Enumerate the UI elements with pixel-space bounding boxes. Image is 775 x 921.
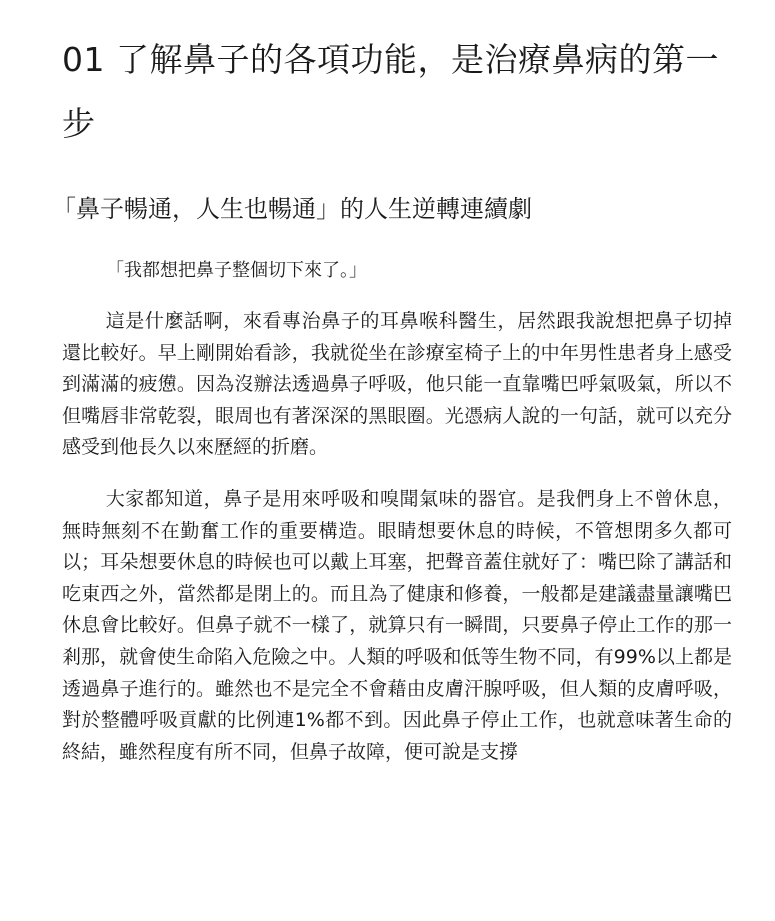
chapter-title: 01 了解鼻子的各項功能，是治療鼻病的第一步 xyxy=(62,40,719,143)
document-page xyxy=(52,28,732,768)
body-paragraph-2: 大家都知道，鼻子是用來呼吸和嗅聞氣味的器官。是我們身上不曾休息，無時無刻不在勤奮工作的重要構造。眼睛想要休息的時候，不管想閉多久都可以；耳朵想要休息的時候也可以戴上耳塞，把聲音蓋住就好了：嘴巴除了講話和吃東西之外，當然都是閉上的。而且為了健康和修養，一般都是建議盡量讓嘴巴休息會比較好。但鼻子就不一樣了，就算只有一瞬間，只要鼻子停止工作的那一剎那，就會使生命陷入危險之中。人類的呼吸和低等生物不同，有99%以上都是透過鼻子進行的。雖然也不是完全不會藉由皮膚汗腺呼吸，但人類的皮膚呼吸，對於整體呼吸貢獻的比例連1%都不到。因此鼻子停止工作，也就意味著生命的終結，雖然程度有所不同，但鼻子故障，便可說是支撐 xyxy=(62,487,732,763)
patient-quote: 「我都想把鼻子整個切下來了。」 xyxy=(106,260,367,281)
body-paragraph-1: 這是什麼話啊，來看專治鼻子的耳鼻喉科醫生，居然跟我說想把鼻子切掉還比較好。早上剛開始看診，我就從坐在診療室椅子上的中年男性患者身上感受到滿滿的疲憊。因為沒辦法透過鼻子呼吸，他只能一直靠嘴巴呼氣吸氣，所以不但嘴唇非常乾裂，眼周也有著深深的黑眼圈。光憑病人說的一句話，就可以充分感受到他長久以來歷經的折磨。 xyxy=(62,310,732,459)
section-title: 「鼻子暢通，人生也暢通」的人生逆轉連續劇 xyxy=(52,195,532,223)
